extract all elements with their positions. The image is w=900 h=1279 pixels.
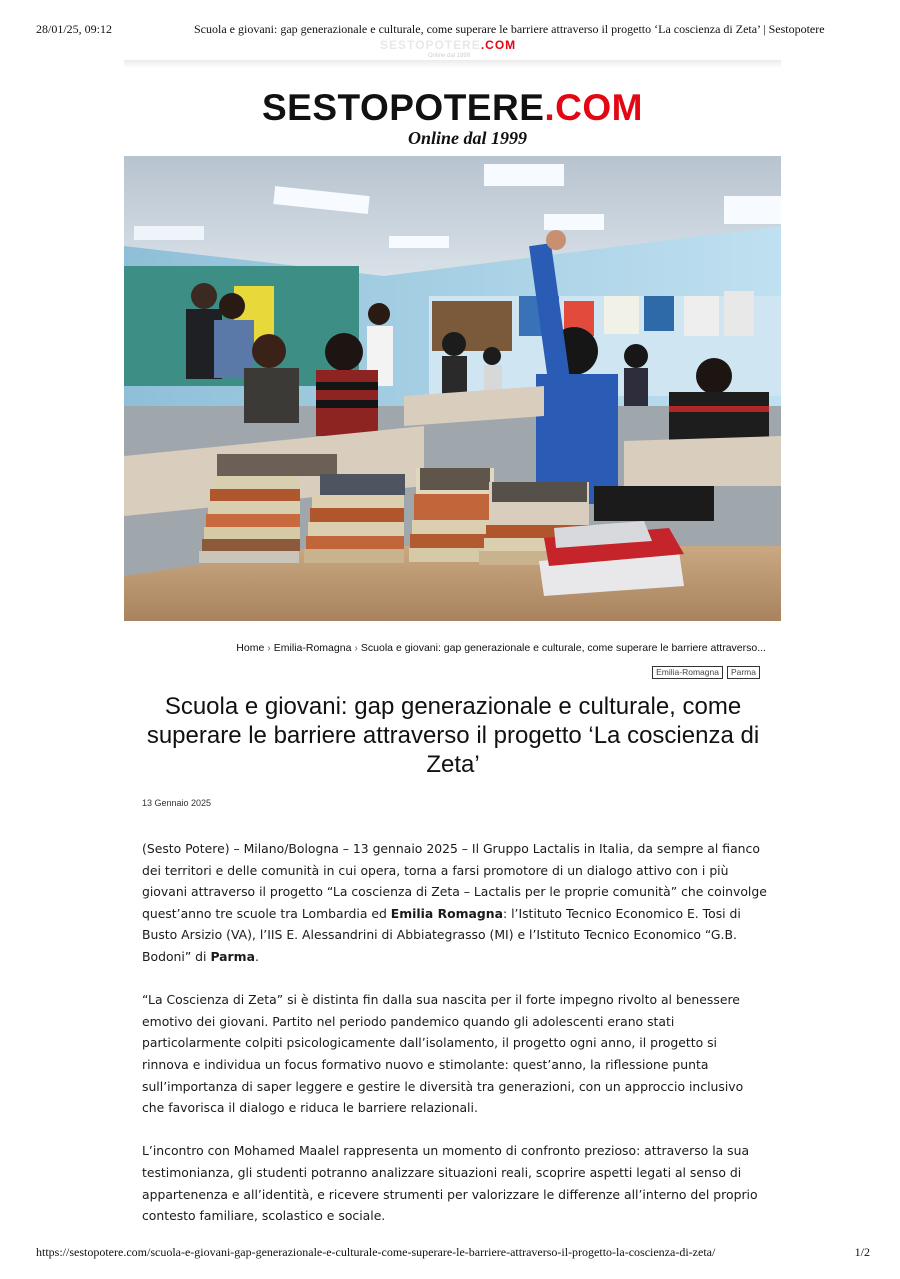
site-logo-brand: SESTOPOTERE — [262, 87, 545, 128]
article-body — [142, 838, 767, 1248]
breadcrumb-current: Scuola e giovani: gap generazionale e culturale, come superare le barriere attraverso... — [360, 642, 766, 654]
article-paragraph-3: L’incontro con Mohamed Maalel rappresenta un momento di confronto prezioso: attraverso la sua testimonianza, gli studenti potranno analizzare situazioni reali, scoprire aspetti legati al senso di appartenenza e all’identità, e ricevere strumenti per valorizzare le differenze all’interno del proprio contesto familiare, scolastico e sociale. — [142, 1143, 758, 1224]
article-date: 13 Gennaio 2025 — [142, 798, 212, 808]
article-hero-image — [124, 156, 781, 621]
site-logo[interactable] — [124, 88, 781, 148]
sticky-logo-tagline: Online dal 1999 — [428, 53, 471, 59]
category-tags — [652, 666, 760, 679]
print-url: https://sestopotere.com/scuola-e-giovani-gap-generazionale-e-culturale-come-superare-le-barriere-attraverso-il-progetto-la-coscienza-di-zeta/ — [36, 1245, 716, 1259]
print-page-number: 1/2 — [854, 1245, 870, 1259]
site-logo-wordmark — [124, 88, 781, 128]
paragraph-text: (Sesto Potere) – Milano/Bologna – 13 gennaio 2025 – Il Gruppo Lactalis in Italia, da sempre al fianco dei territori e delle comunità in cui opera, torna a farsi promotore di un dialogo attivo con i più giovani attraverso il progetto “La coscienza di Zeta – Lactalis per le proprie comunità” che coinvolge quest’anno tre scuole tra Lombardia ed — [142, 841, 767, 921]
print-datetime: 28/01/25, 09:12 — [36, 22, 113, 36]
article-paragraph-2: “La Coscienza di Zeta” si è distinta fin dalla sua nascita per il forte impegno rivolto al benessere emotivo dei giovani. Partito nel periodo pandemico quando gli adolescenti erano stati particolarmente colpiti psicologicamente dall’isolamento, il progetto ogni anno, il progetto si rinnova e individua un focus formativo nuovo e stimolante: quest’anno, la riflessione punta sull’importanza di saper leggere e gestire le diversità tra generazioni, con un approccio inclusivo che favorisca il dialogo e riduca le barriere relazionali. — [142, 992, 744, 1116]
print-header — [36, 22, 864, 38]
print-footer — [36, 1245, 870, 1261]
breadcrumb-separator: › — [267, 642, 271, 654]
breadcrumb-category[interactable]: Emilia-Romagna — [273, 642, 352, 654]
site-logo-tagline: Online dal 1999 — [407, 128, 527, 148]
paragraph-text: . — [254, 948, 259, 964]
article-title: Scuola e giovani: gap generazionale e culturale, come superare le barriere attraverso il progetto ‘La coscienza di Zeta’ — [146, 693, 760, 778]
site-logo-dotcom: .COM — [544, 87, 643, 128]
print-doc-title: Scuola e giovani: gap generazionale e culturale, come superare le barriere attraverso il progetto ‘La coscienza di Zeta’ | Sestopotere — [194, 22, 825, 36]
breadcrumb-separator: › — [354, 642, 358, 654]
bold-link-emilia-romagna: Emilia Romagna — [390, 905, 503, 921]
tag-emilia-romagna[interactable]: Emilia-Romagna — [652, 666, 723, 679]
sticky-logo-text: SESTOPOTERE — [380, 38, 481, 52]
paragraph-text: : l’Istituto Tecnico Economico E. Tosi di Busto Arsizio (VA), l’IIS E. Alessandrini di Abbiategrasso (MI) e l’Istituto Tecnico Economico “G.B. Bodoni” di — [142, 905, 741, 964]
sticky-header-logo[interactable] — [380, 38, 516, 52]
sticky-logo-dotcom: .COM — [480, 38, 517, 52]
tag-parma[interactable]: Parma — [727, 666, 760, 679]
article-paragraph-1 — [142, 838, 767, 968]
bold-link-parma: Parma — [210, 948, 255, 964]
breadcrumb-home[interactable]: Home — [236, 642, 265, 654]
sticky-header-bar — [124, 60, 781, 68]
breadcrumb — [236, 642, 766, 654]
